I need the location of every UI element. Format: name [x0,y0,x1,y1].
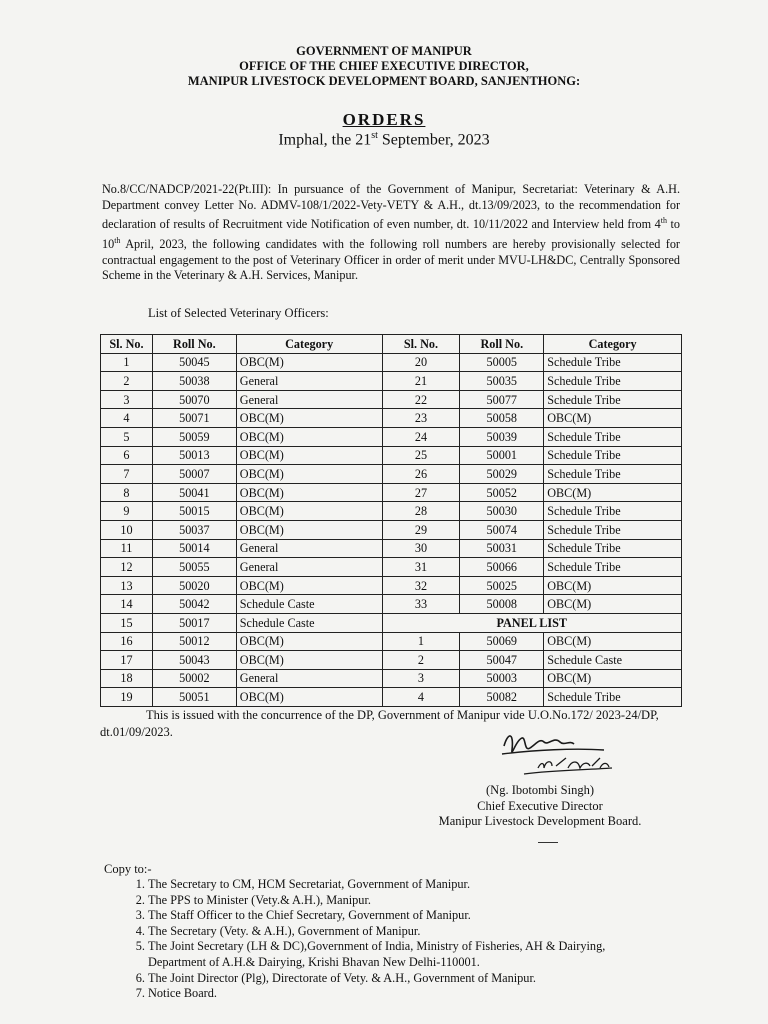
table-row [101,613,682,632]
cell-sl-no: 31 [382,558,460,577]
cell-roll-no: 50015 [152,502,236,521]
cell-sl-no: 30 [382,539,460,558]
cell-category: OBC(M) [236,483,382,502]
cell-roll-no: 50013 [152,446,236,465]
cell-sl-no: 22 [382,390,460,409]
cell-roll-no: 50077 [460,390,544,409]
cell-category: General [236,372,382,391]
cell-roll-no: 50039 [460,427,544,446]
cell-sl-no: 9 [101,502,153,521]
cell-roll-no: 50051 [152,688,236,707]
cell-roll-no: 50043 [152,651,236,670]
table-row [101,502,682,521]
order-text-part1: No.8/CC/NADCP/2021-22(Pt.III): In pursuance of the Government of Manipur, Secretariat: Veterinary & A.H. Department convey Letter No. ADMV-108/1/2022-Vety-VETY & A.H., dt.13/09/2023, to the recommendation for declaration of results of Recruitment vide Notification of even number, dt. 10/11/2022 and Interview held from 4 [102,182,680,232]
cell-category: General [236,669,382,688]
cell-sl-no: 7 [101,465,153,484]
cell-category: OBC(M) [236,353,382,372]
header-roll-no: Roll No. [152,335,236,354]
orders-title: ORDERS [342,110,426,129]
concurrence-note: This is issued with the concurrence of the DP, Government of Manipur vide U.O.No.172/ 2023-24/DP, dt.01/09/2023. [100,708,659,739]
cell-sl-no: 3 [101,390,153,409]
cell-category: OBC(M) [544,595,682,614]
cell-roll-no: 50030 [460,502,544,521]
cell-category: Schedule Caste [236,613,382,632]
cell-sl-no: 2 [382,651,460,670]
cell-roll-no: 50005 [460,353,544,372]
signatory-name: (Ng. Ibotombi Singh) [486,783,594,797]
cell-sl-no: 10 [101,520,153,539]
cell-roll-no: 50012 [152,632,236,651]
copy-item: 6. The Joint Director (Plg), Directorate of Vety. & A.H., Government of Manipur. [148,971,658,987]
cell-category: Schedule Tribe [544,520,682,539]
cell-sl-no: 6 [101,446,153,465]
copy-to-heading: Copy to:- [104,862,152,876]
cell-roll-no: 50008 [460,595,544,614]
cell-category: Schedule Caste [236,595,382,614]
copy-to-list [130,877,658,1002]
cell-category: OBC(M) [236,502,382,521]
cell-sl-no: 3 [382,669,460,688]
cell-category: OBC(M) [544,576,682,595]
cell-category: Schedule Tribe [544,465,682,484]
cell-roll-no: 50045 [152,353,236,372]
cell-category: OBC(M) [544,409,682,428]
cell-sl-no: 33 [382,595,460,614]
date-suffix: September, 2023 [377,131,490,149]
cell-category: OBC(M) [544,483,682,502]
cell-sl-no: 11 [101,539,153,558]
table-row [101,576,682,595]
cell-roll-no: 50052 [460,483,544,502]
cell-sl-no: 8 [101,483,153,502]
header-roll-no: Roll No. [460,335,544,354]
cell-category: Schedule Tribe [544,446,682,465]
cell-sl-no: 1 [382,632,460,651]
list-title: List of Selected Veterinary Officers: [148,306,329,320]
cell-sl-no: 20 [382,353,460,372]
copy-item: 7. Notice Board. [148,986,658,1002]
table-row [101,651,682,670]
cell-sl-no: 23 [382,409,460,428]
copy-item: 1. The Secretary to CM, HCM Secretariat, Government of Manipur. [148,877,658,893]
copy-item: 4. The Secretary (Vety. & A.H.), Government of Manipur. [148,924,658,940]
cell-sl-no: 17 [101,651,153,670]
order-sup1: th [660,216,667,226]
copy-item: 3. The Staff Officer to the Chief Secretary, Government of Manipur. [148,908,658,924]
cell-category: OBC(M) [236,427,382,446]
cell-roll-no: 50035 [460,372,544,391]
cell-category: OBC(M) [236,688,382,707]
header-category: Category [236,335,382,354]
cell-roll-no: 50058 [460,409,544,428]
cell-roll-no: 50003 [460,669,544,688]
date-superscript: st [371,130,378,141]
signatory-designation: Chief Executive Director [477,798,603,813]
signatory-block [420,783,660,830]
cell-roll-no: 50031 [460,539,544,558]
cell-roll-no: 50074 [460,520,544,539]
table-row [101,595,682,614]
date-prefix: Imphal, the 21 [278,131,372,149]
cell-category: OBC(M) [236,651,382,670]
cell-roll-no: 50025 [460,576,544,595]
cell-category: Schedule Tribe [544,558,682,577]
cell-category: Schedule Tribe [544,390,682,409]
cell-sl-no: 24 [382,427,460,446]
table-row [101,539,682,558]
signature-image [494,728,624,780]
cell-category: General [236,390,382,409]
cell-sl-no: 21 [382,372,460,391]
cell-sl-no: 29 [382,520,460,539]
cell-sl-no: 2 [101,372,153,391]
cell-category: Schedule Tribe [544,353,682,372]
cell-sl-no: 14 [101,595,153,614]
cell-roll-no: 50002 [152,669,236,688]
order-text-part3: April, 2023, the following candidates with the following roll numbers are hereby provisionally selected for contractual engagement to the post of Veterinary Officer in order of merit under MVU-LH&DC, Centrally Sponsored Scheme in the Veterinary & A.H. Services, Manipur. [102,236,680,283]
cell-roll-no: 50059 [152,427,236,446]
cell-roll-no: 50029 [460,465,544,484]
cell-category: OBC(M) [544,669,682,688]
cell-sl-no: 26 [382,465,460,484]
cell-sl-no: 19 [101,688,153,707]
cell-roll-no: 50038 [152,372,236,391]
cell-roll-no: 50042 [152,595,236,614]
cell-sl-no: 28 [382,502,460,521]
cell-sl-no: 25 [382,446,460,465]
cell-category: Schedule Tribe [544,688,682,707]
cell-sl-no: 15 [101,613,153,632]
table-row [101,483,682,502]
order-text-part2: to 10 [102,217,680,251]
cell-roll-no: 50066 [460,558,544,577]
table-row [101,409,682,428]
header-line-board: MANIPUR LIVESTOCK DEVELOPMENT BOARD, SANJENTHONG: [187,74,581,88]
cell-category: OBC(M) [544,632,682,651]
cell-category: OBC(M) [236,576,382,595]
header-line-office: OFFICE OF THE CHIEF EXECUTIVE DIRECTOR, [239,59,529,73]
cell-sl-no: 27 [382,483,460,502]
cell-category: General [236,558,382,577]
copy-item: 2. The PPS to Minister (Vety.& A.H.), Manipur. [148,893,658,909]
table-header-row [101,335,682,354]
table-row [101,669,682,688]
cell-roll-no: 50001 [460,446,544,465]
cell-roll-no: 50055 [152,558,236,577]
table-row [101,558,682,577]
cell-roll-no: 50020 [152,576,236,595]
cell-category: Schedule Tribe [544,502,682,521]
cell-category: OBC(M) [236,465,382,484]
cell-sl-no: 16 [101,632,153,651]
cell-roll-no: 50071 [152,409,236,428]
table-row [101,427,682,446]
cell-roll-no: 50070 [152,390,236,409]
cell-sl-no: 4 [101,409,153,428]
cell-sl-no: 12 [101,558,153,577]
table-row [101,446,682,465]
cell-sl-no: 13 [101,576,153,595]
header-sl-no: Sl. No. [101,335,153,354]
cell-category: Schedule Tribe [544,427,682,446]
cell-sl-no: 4 [382,688,460,707]
cell-category: Schedule Tribe [544,539,682,558]
table-row [101,372,682,391]
cell-roll-no: 50017 [152,613,236,632]
cell-category: OBC(M) [236,446,382,465]
table-row [101,688,682,707]
divider [538,842,558,843]
cell-sl-no: 1 [101,353,153,372]
header-category: Category [544,335,682,354]
cell-category: Schedule Caste [544,651,682,670]
cell-category: OBC(M) [236,520,382,539]
order-paragraph [102,182,680,284]
panel-list-title: PANEL LIST [382,613,681,632]
cell-category: Schedule Tribe [544,372,682,391]
cell-roll-no: 50014 [152,539,236,558]
signatory-organization: Manipur Livestock Development Board. [438,814,642,828]
cell-sl-no: 5 [101,427,153,446]
cell-category: OBC(M) [236,632,382,651]
table-row [101,632,682,651]
selected-officers-table [100,334,682,707]
table-row [101,390,682,409]
cell-sl-no: 18 [101,669,153,688]
table-row [101,353,682,372]
header-sl-no: Sl. No. [382,335,460,354]
header-line-government: GOVERNMENT OF MANIPUR [296,44,472,58]
table-row [101,465,682,484]
cell-roll-no: 50047 [460,651,544,670]
cell-category: OBC(M) [236,409,382,428]
cell-roll-no: 50041 [152,483,236,502]
cell-roll-no: 50007 [152,465,236,484]
table-row [101,520,682,539]
cell-sl-no: 32 [382,576,460,595]
order-sup2: th [114,235,121,245]
cell-roll-no: 50069 [460,632,544,651]
cell-roll-no: 50037 [152,520,236,539]
copy-item: 5. The Joint Secretary (LH & DC),Government of India, Ministry of Fisheries, AH & Dairying, Department of A.H.& Dairying, Krishi Bhavan New Delhi-110001. [148,939,658,970]
cell-roll-no: 50082 [460,688,544,707]
orders-date [0,130,768,149]
cell-category: General [236,539,382,558]
